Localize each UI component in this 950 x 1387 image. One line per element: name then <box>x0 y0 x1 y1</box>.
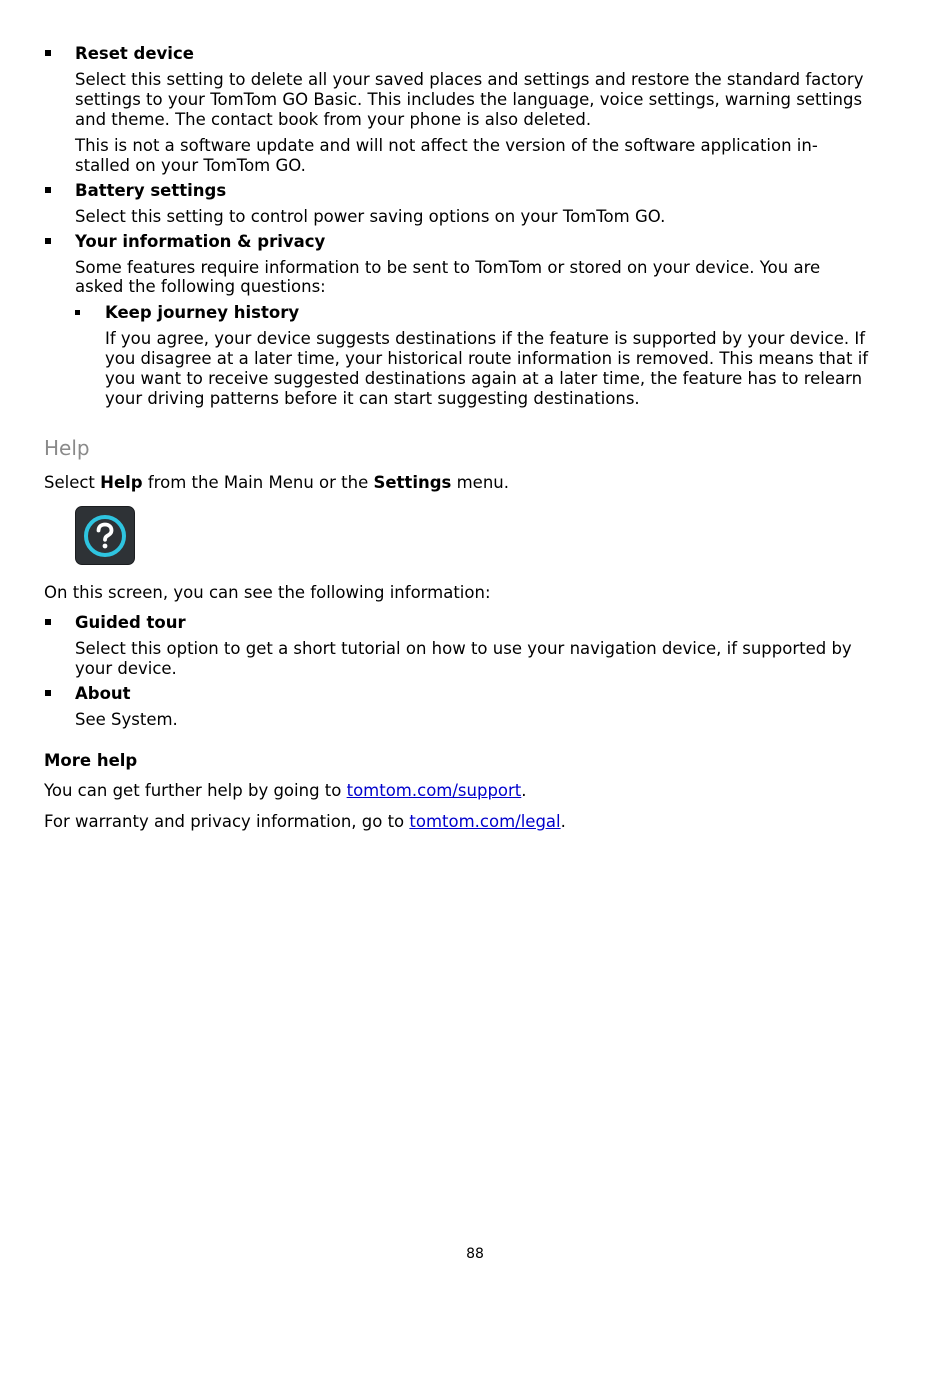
privacy-text-line-2: asked the following questions: <box>75 277 326 296</box>
help-intro-suffix: menu. <box>451 473 509 492</box>
reset-device-title: Reset device <box>75 44 194 63</box>
help-intro-settings: Settings <box>373 473 452 492</box>
battery-settings-title: Battery settings <box>75 181 227 200</box>
reset-device-note-line-2: stalled on your TomTom GO. <box>75 156 306 175</box>
privacy-text-line-1: Some features require information to be sent to TomTom or stored on your device. You are <box>75 258 821 277</box>
about-text: See System. <box>75 710 178 729</box>
bullet-marker <box>45 238 51 244</box>
legal-link[interactable]: tomtom.com/legal <box>409 812 561 831</box>
bullet-marker <box>45 187 51 193</box>
reset-device-text-line-2: settings to your TomTom GO Basic. This includes the language, voice settings, warning settings <box>75 90 863 109</box>
help-heading: Help <box>44 436 90 460</box>
journey-history-text-line-1: If you agree, your device suggests destinations if the feature is supported by your device. If <box>105 329 866 348</box>
more-help-line-1-prefix: You can get further help by going to <box>44 781 347 800</box>
guided-tour-title: Guided tour <box>75 613 186 632</box>
more-help-line-1-suffix: . <box>521 781 527 800</box>
more-help-heading: More help <box>44 751 138 770</box>
bullet-marker <box>45 690 51 696</box>
more-help-line-2-prefix: For warranty and privacy information, go to <box>44 812 410 831</box>
page-number: 88 <box>466 1246 484 1262</box>
battery-settings-text: Select this setting to control power saving options on your TomTom GO. <box>75 207 666 226</box>
reset-device-note-line-1: This is not a software update and will not affect the version of the software application in- <box>75 136 818 155</box>
guided-tour-text-line-2: your device. <box>75 659 177 678</box>
help-intro-middle: from the Main Menu or the <box>142 473 374 492</box>
bullet-marker <box>45 50 51 56</box>
bullet-marker <box>45 619 51 625</box>
sub-bullet-marker <box>75 310 80 315</box>
about-title: About <box>75 684 131 703</box>
help-intro <box>44 473 509 493</box>
journey-history-title: Keep journey history <box>105 303 300 322</box>
journey-history-text-line-4: your driving patterns before it can start suggesting destinations. <box>105 389 640 408</box>
privacy-title: Your information & privacy <box>75 232 326 251</box>
reset-device-text-line-3: and theme. The contact book from your phone is also deleted. <box>75 110 592 129</box>
reset-device-text-line-1: Select this setting to delete all your saved places and settings and restore the standard factory <box>75 70 864 89</box>
more-help-line-1 <box>44 781 527 801</box>
more-help-line-2-suffix: . <box>560 812 566 831</box>
help-intro-help: Help <box>100 473 143 492</box>
help-info-line: On this screen, you can see the following information: <box>44 583 491 602</box>
journey-history-text-line-2: you disagree at a later time, your historical route information is removed. This means that if <box>105 349 869 368</box>
help-intro-prefix: Select <box>44 473 101 492</box>
journey-history-text-line-3: you want to receive suggested destinations again at a later time, the feature has to relearn <box>105 369 863 388</box>
help-question-icon <box>75 506 135 565</box>
more-help-line-2 <box>44 812 566 832</box>
guided-tour-text-line-1: Select this option to get a short tutorial on how to use your navigation device, if supported by <box>75 639 852 658</box>
support-link[interactable]: tomtom.com/support <box>346 781 522 800</box>
